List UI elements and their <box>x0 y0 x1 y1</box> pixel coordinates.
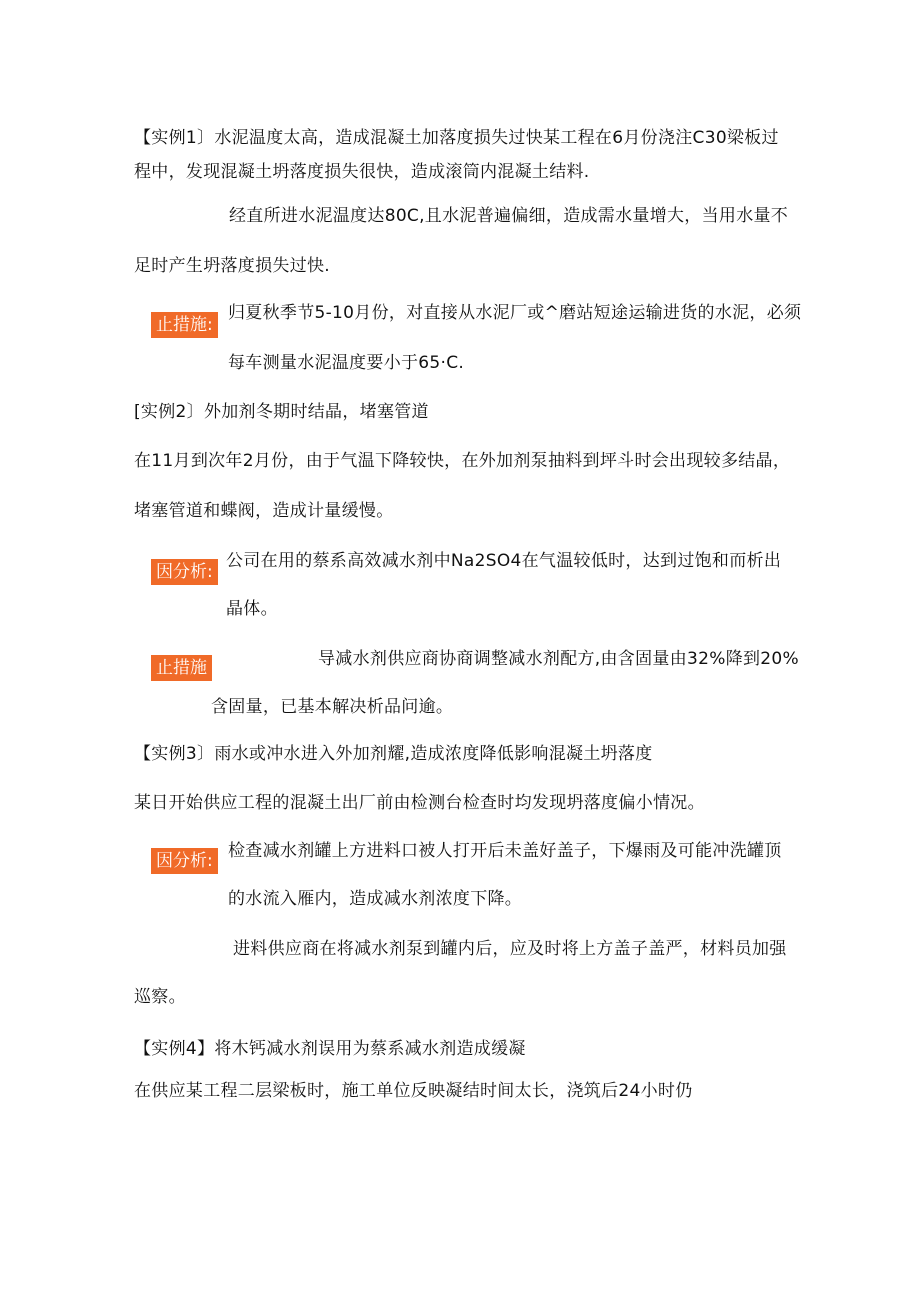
case2-analysis-line2: 晶体。 <box>226 599 278 619</box>
case1-measure-tag: 止措施: <box>151 312 218 338</box>
case1-title-line2: 程中，发现混凝土坍落度损失很快，造成滚筒内混凝土结料. <box>134 162 590 182</box>
case4-desc-line1: 在供应某工程二层梁板时，施工单位反映凝结时间太长，浇筑后24小时仍 <box>134 1081 693 1101</box>
case2-measure-line2: 含固量，已基本解决析品问逾。 <box>211 697 454 717</box>
case4-title: 【实例4】将木钙减水剂误用为蔡系减水剂造成缓凝 <box>134 1039 526 1059</box>
case2-measure-line1: 导减水剂供应商协商调整减水剂配方,由含固量由32%降到20% <box>318 649 799 669</box>
case1-measure-line2: 每车测量水泥温度要小于65·C. <box>228 353 465 373</box>
case2-desc-line2: 堵塞管道和蝶阀，造成计量缓慢。 <box>134 501 394 521</box>
case1-title-line1: 【实例1〕水泥温度太高，造成混凝土加落度损失过快某工程在6月份浇注C30梁板过 <box>134 128 779 148</box>
case3-analysis-line2: 的水流入雁内，造成减水剂浓度下降。 <box>228 889 523 909</box>
case3-analysis-line1: 检查减水剂罐上方进料口被人打开后未盖好盖子，下爆雨及可能冲洗罐顶 <box>228 841 782 861</box>
case3-measure-line1: 进料供应商在将减水剂泵到罐内后，应及时将上方盖子盖严，材料员加强 <box>233 939 787 959</box>
case3-desc: 某日开始供应工程的混凝土出厂前由检测台检查时均发现坍落度偏小情况。 <box>134 793 705 813</box>
case1-analysis-line2: 足时产生坍落度损失过快. <box>134 256 331 276</box>
case2-title: [实例2〕外加剂冬期时结晶，堵塞管道 <box>134 402 429 422</box>
case1-measure-line1: 归夏秋季节5-10月份，对直接从水泥厂或^磨站短途运输进货的水泥，必须 <box>228 303 802 323</box>
case2-measure-tag: 止措施 <box>151 655 212 681</box>
case2-desc-line1: 在11月到次年2月份，由于气温下降较快，在外加剂泵抽料到坪斗时会出现较多结晶， <box>134 451 791 471</box>
case2-analysis-line1: 公司在用的蔡系高效减水剂中Na2SO4在气温较低时，达到过饱和而析出 <box>226 551 782 571</box>
case3-measure-line2: 巡察。 <box>134 987 186 1007</box>
case1-analysis-line1: 经直所进水泥温度达80C,且水泥普遍偏细，造成需水量增大，当用水量不 <box>229 206 789 226</box>
case3-analysis-tag: 因分析: <box>151 848 218 874</box>
case3-title: 【实例3〕雨水或冲水进入外加剂耀,造成浓度降低影响混凝土坍落度 <box>134 744 653 764</box>
case2-analysis-tag: 因分析: <box>151 559 218 585</box>
